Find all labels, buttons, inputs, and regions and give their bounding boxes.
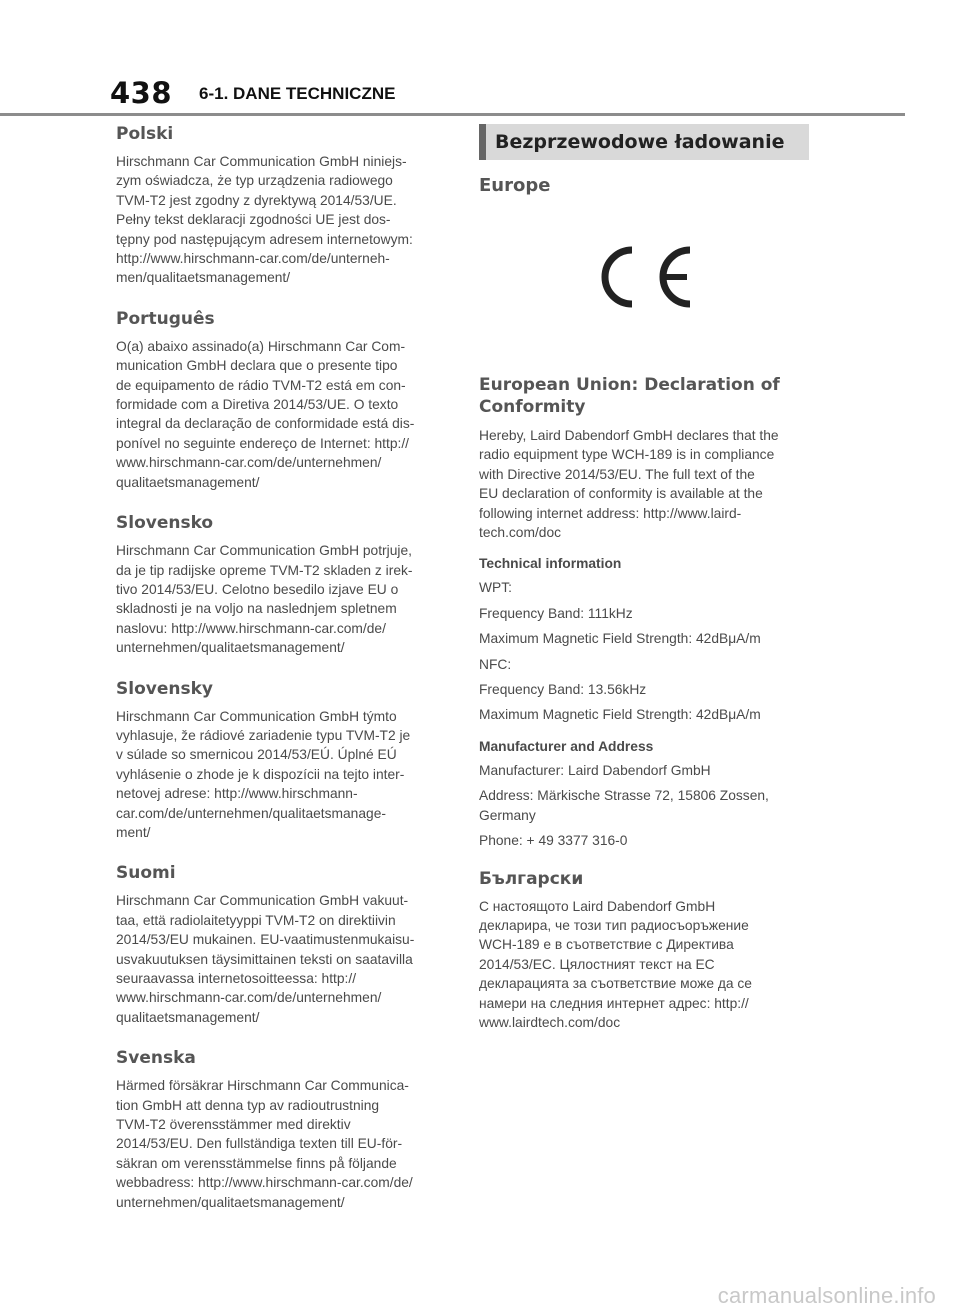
right-column bbox=[479, 124, 809, 1032]
tech-line: Maximum Magnetic Field Strength: 42dBμA/m bbox=[479, 707, 761, 723]
declaration-text: Hirschmann Car Communication GmbH vakuut- taa, että radiolaitetyyppi TVM-T2 on direktiivin 2014/53/EU mukainen. EU-vaatimustenmukaisu- usvakuutuksen täysimittainen teksti on saatavilla seuraavassa internetosoitteessa: http:// www.hirschmann-car.com/de/unternehmen/ qualitaetsmanagement/ bbox=[116, 893, 415, 1025]
header-rule bbox=[0, 113, 905, 116]
section-svenska bbox=[116, 1048, 454, 1212]
section-banner-title: Bezprzewodowe ładowanie bbox=[495, 131, 785, 153]
page-header bbox=[0, 0, 960, 116]
region-heading: Europe bbox=[479, 175, 551, 196]
tech-line: Frequency Band: 111kHz bbox=[479, 605, 633, 621]
chapter-title: 6-1. DANE TECHNICZNE bbox=[199, 84, 396, 103]
lang-heading: Slovensky bbox=[116, 678, 213, 699]
section-banner bbox=[479, 124, 809, 160]
tech-line: Maximum Magnetic Field Strength: 42dBμA/m bbox=[479, 631, 761, 647]
address-line: Address: Märkische Strasse 72, 15806 Zossen, Germany bbox=[479, 788, 769, 823]
page-number: 438 bbox=[110, 76, 173, 110]
declaration-text: Hirschmann Car Communication GmbH týmto vyhlasuje, že rádiové zariadenie typu TVM-T2 je v súlade so smernicou 2014/53/EÚ. Úplné EÚ vyhlásenie o zhode je k dispozícii na tejto inter- netovej adrese: http://www.hirschmann- car.com/de/unternehmen/qualitaetsmanage- ment/ bbox=[116, 708, 411, 840]
section-slovensko bbox=[116, 513, 454, 657]
section-suomi bbox=[116, 863, 454, 1027]
lang-heading: Polski bbox=[116, 124, 174, 144]
declaration-text: Härmed försäkrar Hirschmann Car Communica- tion GmbH att denna typ av radioutrustning TVM-T2 överensstämmer med direktiv 2014/53/EU. Den fullständiga texten till EU-för- säkran om verensstämmelse finns på följande webbadress: http://www.hirschmann-car.com/de/ unternehmen/qualitaetsmanagement/ bbox=[116, 1078, 413, 1210]
ce-mark-icon bbox=[584, 242, 694, 312]
declaration-heading: European Union: Declaration of Conformity bbox=[479, 375, 780, 417]
manufacturer-line: Manufacturer: Laird Dabendorf GmbH bbox=[479, 762, 711, 778]
technical-info-heading: Technical information bbox=[479, 556, 622, 572]
section-portugues bbox=[116, 309, 454, 492]
declaration-text: С настоящото Laird Dabendorf GmbH декларира, че този тип радиосъоръжение WCH-189 е в съответствие с Директива 2014/53/ЕС. Цялостният текст на ЕС декларацията за съответствие може да се намери на следния интернет адрес: http:// www.lairdtech.com/doc bbox=[479, 898, 752, 1030]
lang-heading: Português bbox=[116, 308, 215, 329]
lang-heading-bulgarian: Български bbox=[479, 868, 584, 889]
manufacturer-heading: Manufacturer and Address bbox=[479, 738, 654, 754]
tech-line: NFC: bbox=[479, 656, 512, 672]
section-slovensky bbox=[116, 679, 454, 843]
lang-heading: Suomi bbox=[116, 863, 176, 884]
declaration-text: Hereby, Laird Dabendorf GmbH declares that the radio equipment type WCH-189 is in compliance with Directive 2014/53/EU. The full text of the EU declaration of conformity is available at the following internet address: http://www.laird- tech.com/doc bbox=[479, 428, 779, 541]
declaration-text: Hirschmann Car Communication GmbH potrjuje, da je tip radijske opreme TVM-T2 skladen z irek- tivo 2014/53/EU. Celotno besedilo izjave EU o skladnosti je na voljo na naslednjem spletnem naslovu: http://www.hirschmann-car.com/de/ unternehmen/qualitaetsmanagement/ bbox=[116, 543, 413, 656]
phone-line: Phone: + 49 3377 316-0 bbox=[479, 833, 628, 849]
section-polski bbox=[116, 124, 454, 288]
banner-accent-bar bbox=[479, 124, 486, 160]
watermark: carmanualsonline.info bbox=[717, 1283, 936, 1308]
tech-line: WPT: bbox=[479, 580, 512, 596]
declaration-text: Hirschmann Car Communication GmbH niniejs- zym oświadcza, że typ urządzenia radiowego TVM-T2 jest zgodny z dyrektywą 2014/53/UE. Pełny tekst deklaracji zgodności UE jest dos- tępny pod następującym adresem internetowym: http://www.hirschmann-car.com/de/unterneh- men/qualitaetsmanagement/ bbox=[116, 154, 413, 286]
declaration-text: O(a) abaixo assinado(a) Hirschmann Car Com- munication GmbH declara que o presente tipo de equipamento de rádio TVM-T2 está em con- formidade com a Diretiva 2014/53/UE. O texto integral da declaração de conformidade está dis- ponível no seguinte endereço de Internet: http:// www.hirschmann-car.com/de/unternehmen/ qualitaetsmanagement/ bbox=[116, 338, 415, 490]
lang-heading: Slovensko bbox=[116, 513, 214, 534]
tech-line: Frequency Band: 13.56kHz bbox=[479, 682, 647, 698]
left-column bbox=[116, 124, 454, 1233]
lang-heading: Svenska bbox=[116, 1048, 196, 1069]
